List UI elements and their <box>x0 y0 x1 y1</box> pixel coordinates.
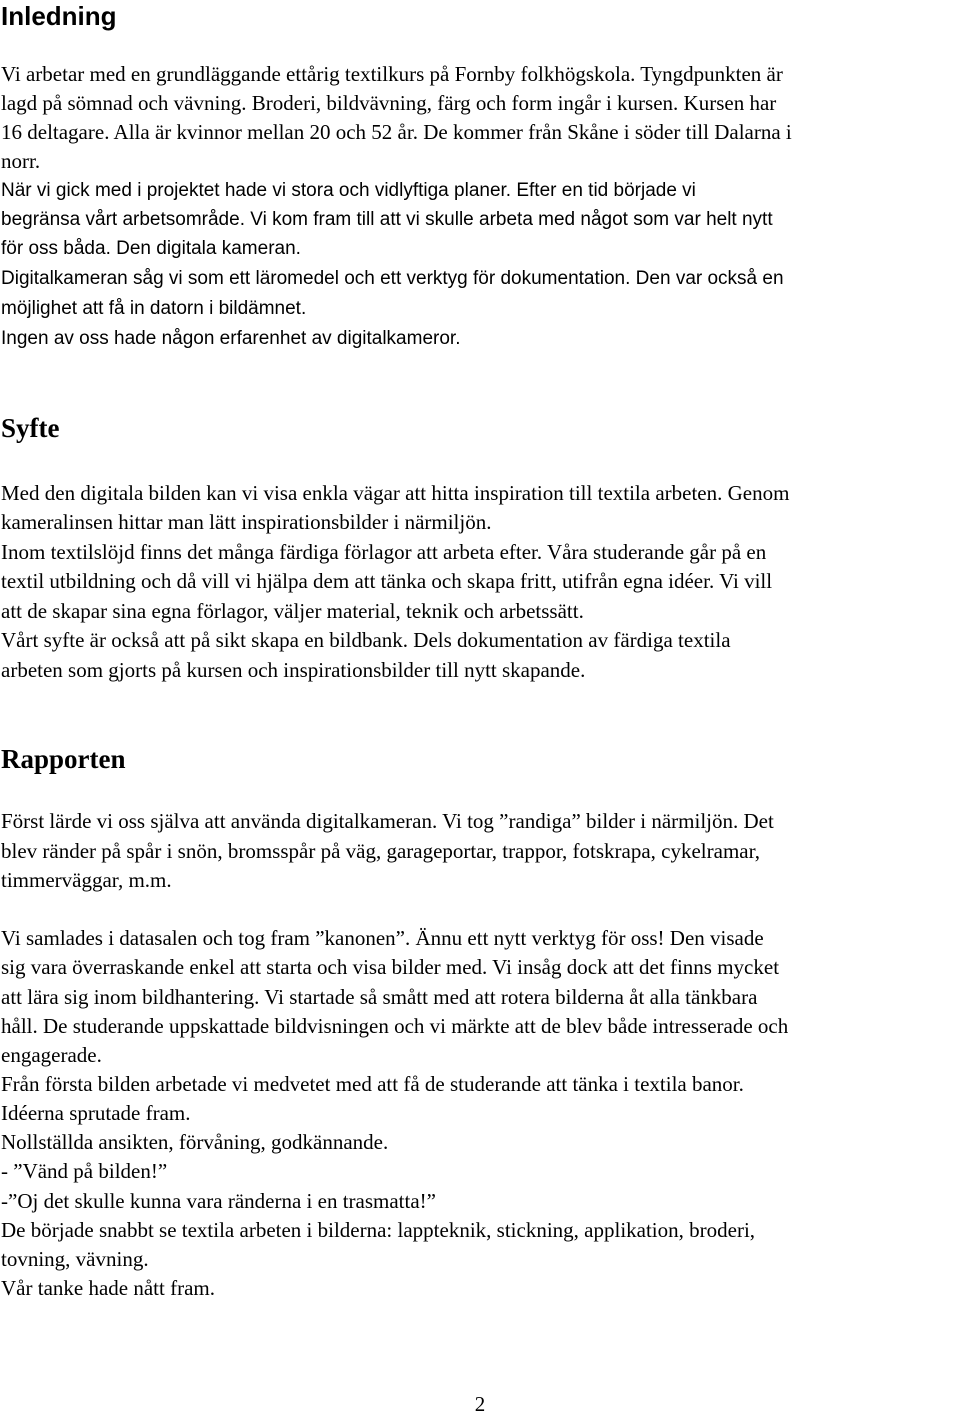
inledning-line: för oss båda. Den digitala kameran. <box>1 238 301 259</box>
inledning-line: lagd på sömnad och vävning. Broderi, bildvävning, färg och form ingår i kursen. Kursen har <box>1 91 777 115</box>
syfte-line: Inom textilslöjd finns det många färdiga förlagor att arbeta efter. Våra studerande går på en <box>1 540 767 564</box>
inledning-line: Digitalkameran såg vi som ett läromedel och ett verktyg för dokumentation. Den var också en <box>1 268 784 289</box>
page-number: 2 <box>474 1392 486 1416</box>
heading-rapporten: Rapporten <box>1 744 126 774</box>
rapporten-line: -”Oj det skulle kunna vara ränderna i en trasmatta!” <box>1 1189 436 1213</box>
inledning-line: Ingen av oss hade någon erfarenhet av digitalkameror. <box>1 328 461 349</box>
syfte-line: textil utbildning och då vill vi hjälpa dem att tänka och skapa fritt, utifrån egna idéer. Vi vill <box>1 569 773 593</box>
rapporten-line: håll. De studerande uppskattade bildvisningen och vi märkte att de blev både intresserade och <box>1 1014 789 1038</box>
syfte-line: Med den digitala bilden kan vi visa enkla vägar att hitta inspiration till textila arbeten. Genom <box>1 481 790 505</box>
heading-syfte: Syfte <box>1 413 60 443</box>
inledning-line: begränsa vårt arbetsområde. Vi kom fram till att vi skulle arbeta med något som var helt nytt <box>1 209 773 230</box>
rapporten-line: - ”Vänd på bilden!” <box>1 1159 168 1183</box>
rapporten-line: timmerväggar, m.m. <box>1 868 172 892</box>
rapporten-line: att lära sig inom bildhantering. Vi startade så smått med att rotera bilderna åt alla tänkbara <box>1 985 758 1009</box>
rapporten-line: De började snabbt se textila arbeten i bilderna: lappteknik, stickning, applikation, broderi, <box>1 1218 756 1242</box>
rapporten-line: Idéerna sprutade fram. <box>1 1101 191 1125</box>
rapporten-line: blev ränder på spår i snön, bromsspår på väg, garageportar, trappor, fotskrapa, cykelramar, <box>1 839 761 863</box>
inledning-line: När vi gick med i projektet hade vi stora och vidlyftiga planer. Efter en tid började vi <box>1 180 696 201</box>
rapporten-line: tovning, vävning. <box>1 1247 149 1271</box>
syfte-line: kameralinsen hittar man lätt inspirationsbilder i närmiljön. <box>1 510 492 534</box>
inledning-line: 16 deltagare. Alla är kvinnor mellan 20 och 52 år. De kommer från Skåne i söder till Dalarna i <box>1 120 792 144</box>
syfte-line: Vårt syfte är också att på sikt skapa en bildbank. Dels dokumentation av färdiga textila <box>1 628 731 652</box>
inledning-line: Vi arbetar med en grundläggande ettårig textilkurs på Fornby folkhögskola. Tyngdpunkten är <box>1 62 783 86</box>
rapporten-line: Vår tanke hade nått fram. <box>1 1276 215 1300</box>
rapporten-line: Vi samlades i datasalen och tog fram ”kanonen”. Ännu ett nytt verktyg för oss! Den visade <box>1 926 764 950</box>
inledning-line: norr. <box>1 149 41 173</box>
syfte-line: arbeten som gjorts på kursen och inspirationsbilder till nytt skapande. <box>1 658 586 682</box>
rapporten-line: engagerade. <box>1 1043 102 1067</box>
rapporten-line: Nollställda ansikten, förvåning, godkännande. <box>1 1130 389 1154</box>
rapporten-line: sig vara överraskande enkel att starta och visa bilder med. Vi insåg dock att det finns mycket <box>1 955 780 979</box>
syfte-line: att de skapar sina egna förlagor, väljer material, teknik och arbetssätt. <box>1 599 584 623</box>
rapporten-line: Först lärde vi oss själva att använda digitalkameran. Vi tog ”randiga” bilder i närmiljön. Det <box>1 809 774 833</box>
rapporten-line: Från första bilden arbetade vi medvetet med att få de studerande att tänka i textila banor. <box>1 1072 744 1096</box>
heading-inledning: Inledning <box>1 1 117 31</box>
inledning-line: möjlighet att få in datorn i bildämnet. <box>1 298 307 319</box>
